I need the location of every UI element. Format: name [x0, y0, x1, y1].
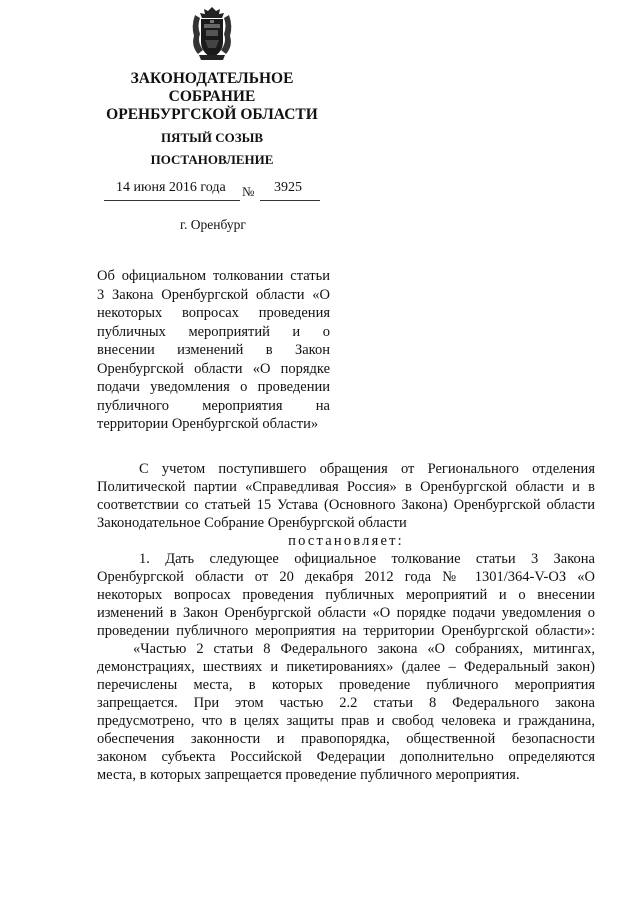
- date-number-line: [104, 178, 334, 204]
- date-underline: [104, 200, 240, 201]
- title-line: Оренбургской области «О порядке: [97, 360, 330, 377]
- title-line: Об официальном толковании статьи: [97, 268, 330, 284]
- item-1-line: изменений в Закон Оренбургской области «О порядке подачи уведомления о: [97, 605, 595, 621]
- document-title: [97, 267, 330, 434]
- item-1-line: проведении публичного мероприятия на территории Оренбургской области»:: [97, 623, 595, 639]
- title-line: публичного мероприятия на: [97, 397, 330, 414]
- quote-line: перечислены места, в которых проведение публичного мероприятия: [97, 677, 595, 693]
- issuer-line-1: ЗАКОНОДАТЕЛЬНОЕ: [130, 70, 294, 87]
- preamble-line: С учетом поступившего обращения от Регионального отделения: [139, 461, 595, 477]
- quote-line: предусмотрено, что в целях защиты прав и свобод человека и гражданина,: [97, 713, 595, 729]
- quote-line: обеспечения законности и правопорядка, общественной безопасности: [97, 731, 595, 747]
- document-header: [100, 70, 324, 170]
- item-1-line: Оренбургской области от 20 декабря 2012 года № 1301/364-V-ОЗ «О: [97, 569, 595, 585]
- document-type: ПОСТАНОВЛЕНИЕ: [150, 152, 274, 167]
- quote-line: законом субъекта Российской Федерации дополнительно определяются: [97, 749, 595, 765]
- quote-line: демонстрациях, шествиях и пикетированиях» (далее – Федеральный закон): [97, 659, 595, 675]
- quote-line: «Частью 2 статьи 8 Федерального закона «О собраниях, митингах,: [133, 641, 595, 657]
- item-1-line: некоторых вопросах проведения публичных мероприятий и о внесении: [97, 587, 595, 603]
- coat-of-arms-icon: [189, 6, 235, 62]
- number-underline: [260, 200, 320, 201]
- convocation: ПЯТЫЙ СОЗЫВ: [160, 130, 264, 145]
- document-number: 3925: [274, 180, 302, 195]
- issuer-line-2: СОБРАНИЕ: [168, 88, 256, 105]
- document-body: [97, 460, 595, 784]
- preamble-line: соответствии со статьей 15 Устава (Основного Закона) Оренбургской области: [97, 497, 595, 513]
- title-line: публичных мероприятий и о: [97, 323, 330, 340]
- quote-line: запрещается. При этом частью 2.2 статьи 8 Федерального закона: [97, 695, 595, 711]
- document-date: 14 июня 2016 года: [116, 180, 226, 195]
- title-line: подачи уведомления о проведении: [97, 379, 330, 395]
- issuer-line-3: ОРЕНБУРГСКОЙ ОБЛАСТИ: [106, 106, 318, 123]
- preamble-line: Политической партии «Справедливая Россия» в Оренбургской области и в: [97, 479, 595, 495]
- city: г. Оренбург: [180, 217, 246, 232]
- resolves-word: постановляет:: [288, 533, 404, 549]
- item-1-line: 1. Дать следующее официальное толкование статьи 3 Закона: [139, 551, 595, 567]
- preamble-line: Законодательное Собрание Оренбургской области: [97, 515, 407, 531]
- title-line: некоторых вопросах проведения: [97, 305, 330, 321]
- quote-line: места, в которых запрещается проведение публичного мероприятия.: [97, 767, 520, 783]
- title-line: территории Оренбургской области»: [97, 416, 319, 432]
- title-line: 3 Закона Оренбургской области «О: [97, 286, 330, 303]
- number-sign: №: [242, 184, 255, 199]
- title-line: внесении изменений в Закон: [97, 342, 330, 358]
